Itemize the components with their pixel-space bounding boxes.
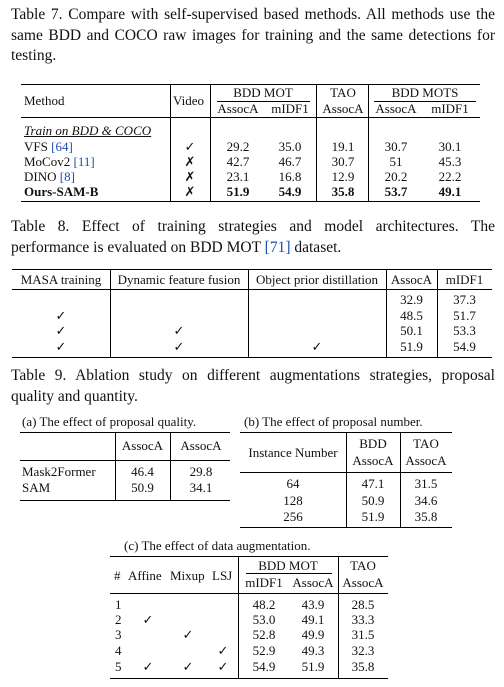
table8-cell: 54.9 bbox=[453, 339, 476, 354]
table7-cell: 54.9 bbox=[278, 184, 302, 199]
table9c-cell: 53.0 bbox=[252, 612, 276, 627]
table9c-header-rule bbox=[110, 593, 388, 594]
cross-icon: ✗ bbox=[184, 154, 196, 169]
table8-caption: Table 8. Effect of training strategies and model architectures. The performance is evaluated on BDD MOT [71] dataset. bbox=[11, 218, 495, 256]
table9b-title: (b) The effect of proposal number. bbox=[244, 414, 423, 429]
table7-header-video: Video bbox=[173, 93, 204, 108]
table7-cell: 23.1 bbox=[226, 169, 250, 184]
table9c-cell: 52.8 bbox=[252, 627, 276, 642]
table7-header-assoca-2: AssocA bbox=[322, 101, 364, 116]
table7-vrule-4 bbox=[368, 85, 369, 201]
check-icon: ✓ bbox=[142, 612, 154, 627]
table9a-bottom-rule bbox=[20, 500, 230, 501]
table9b-cell: 50.9 bbox=[361, 493, 385, 508]
table8-header-rule bbox=[12, 289, 492, 290]
table9a-header-assoca-2: AssocA bbox=[180, 438, 222, 453]
table7-cell: 30.7 bbox=[384, 139, 408, 154]
table9c-row-n: 4 bbox=[115, 643, 122, 658]
table9a-cell: 29.8 bbox=[189, 464, 213, 479]
table9c-cell: 49.9 bbox=[301, 627, 325, 642]
table7-header-midf1-1: mIDF1 bbox=[271, 101, 309, 116]
table9a-header-rule bbox=[20, 460, 230, 461]
check-icon: ✓ bbox=[217, 643, 229, 658]
table8-cell: 51.9 bbox=[400, 339, 423, 354]
table9c-cell: 32.3 bbox=[351, 643, 375, 658]
table9c-cell: 28.5 bbox=[351, 597, 375, 612]
table9c-cell: 48.2 bbox=[252, 597, 276, 612]
table7-header-method: Method bbox=[24, 93, 65, 108]
table7-row-method: Ours-SAM-B bbox=[24, 184, 99, 199]
table9a-row-name: Mask2Former bbox=[22, 464, 96, 479]
table7-row-method: MoCov2 [11] bbox=[24, 154, 95, 169]
table8-cell: 32.9 bbox=[400, 292, 423, 307]
check-icon: ✓ bbox=[182, 627, 194, 642]
table7-cell: 16.8 bbox=[278, 169, 302, 184]
table9b-header-tao: TAO bbox=[413, 436, 439, 451]
table9c-row-n: 3 bbox=[115, 627, 122, 642]
table7-row-method: VFS [64] bbox=[24, 139, 73, 154]
table7-cell: 35.0 bbox=[278, 139, 302, 154]
table7-bottom-rule bbox=[21, 201, 480, 202]
table8-header-midf1: mIDF1 bbox=[445, 272, 484, 287]
table9b-bottom-rule bbox=[240, 527, 452, 528]
table9c-header-affine: Affine bbox=[128, 568, 162, 583]
table7-header-assoca-3: AssocA bbox=[375, 101, 417, 116]
table9b-row-n: 128 bbox=[283, 493, 303, 508]
table9b-row-n: 256 bbox=[283, 509, 303, 524]
table7-vrule-2 bbox=[210, 85, 211, 201]
table9b-row-n: 64 bbox=[286, 476, 300, 491]
table8-header-distill: Object prior distillation bbox=[255, 272, 379, 287]
table9c-cell: 52.9 bbox=[252, 643, 276, 658]
check-icon: ✓ bbox=[55, 323, 67, 338]
check-icon: ✓ bbox=[173, 339, 185, 354]
check-icon: ✓ bbox=[182, 659, 194, 674]
table9c-bottom-rule bbox=[110, 678, 388, 679]
table8-header-assoca: AssocA bbox=[390, 272, 433, 287]
table9c-row-n: 5 bbox=[115, 659, 122, 674]
table7-cell: 45.3 bbox=[438, 154, 462, 169]
table9b-cell: 47.1 bbox=[361, 476, 385, 491]
check-icon: ✓ bbox=[55, 308, 67, 323]
table7-cell: 12.9 bbox=[331, 169, 355, 184]
table7-header-assoca-1: AssocA bbox=[217, 101, 259, 116]
table9-caption: Table 9. Ablation study on different augmentations strategies, proposal quality and quantity. bbox=[11, 367, 495, 405]
table9c-title: (c) The effect of data augmentation. bbox=[124, 538, 311, 553]
table9c-cell: 51.9 bbox=[301, 659, 325, 674]
table9c-header-lsj: LSJ bbox=[212, 568, 233, 583]
table7-vrule-3 bbox=[316, 85, 317, 201]
check-icon: ✓ bbox=[173, 323, 185, 338]
table7-header-tao: TAO bbox=[330, 85, 356, 100]
table9b-header-assoca-1: AssocA bbox=[352, 453, 394, 468]
cross-icon: ✗ bbox=[184, 184, 196, 199]
table9c-cell: 43.9 bbox=[301, 597, 325, 612]
table9c-bdd-mot-rule bbox=[246, 573, 332, 574]
table9c-row-n: 1 bbox=[115, 597, 122, 612]
table9c-header-midf1: mIDF1 bbox=[245, 575, 283, 590]
table9c-row-n: 2 bbox=[115, 612, 122, 627]
table7-cell: 30.1 bbox=[438, 139, 462, 154]
table9a-top-rule bbox=[20, 432, 230, 433]
table8-cell: 51.7 bbox=[453, 308, 476, 323]
table9b-header-instance: Instance Number bbox=[248, 445, 338, 460]
table7-header-rule bbox=[21, 117, 480, 118]
table9c-header-mixup: Mixup bbox=[170, 568, 205, 583]
table7-header-bdd-mots: BDD MOTS bbox=[391, 85, 459, 100]
check-icon: ✓ bbox=[55, 339, 67, 354]
table9c-top-rule bbox=[110, 556, 388, 557]
table9a-title: (a) The effect of proposal quality. bbox=[22, 414, 197, 429]
check-icon: ✓ bbox=[217, 659, 229, 674]
table9b-cell: 35.8 bbox=[414, 509, 438, 524]
table9a-cell: 34.1 bbox=[189, 480, 213, 495]
table7-group-label: Train on BDD & COCO bbox=[24, 123, 152, 138]
table7-cell: 49.1 bbox=[438, 184, 462, 199]
table7-cell: 42.7 bbox=[226, 154, 250, 169]
table9c-header-assoca-1: AssocA bbox=[292, 575, 334, 590]
table9a-row-name: SAM bbox=[22, 480, 51, 495]
table8-bottom-rule bbox=[12, 357, 492, 358]
check-icon: ✓ bbox=[184, 139, 196, 154]
table8-cell: 50.1 bbox=[400, 323, 423, 338]
table9b-header-bdd: BDD bbox=[359, 436, 387, 451]
table9c-header-tao: TAO bbox=[350, 558, 376, 573]
table7-cell: 51 bbox=[389, 154, 403, 169]
table7-cell: 53.7 bbox=[384, 184, 408, 199]
table8-header-fusion: Dynamic feature fusion bbox=[117, 272, 241, 287]
table9c-header-bdd-mot: BDD MOT bbox=[258, 558, 318, 573]
table9c-cell: 49.3 bbox=[301, 643, 325, 658]
table9b-header-assoca-2: AssocA bbox=[405, 453, 447, 468]
table9a-cell: 50.9 bbox=[131, 480, 154, 495]
table7-cell: 35.8 bbox=[331, 184, 355, 199]
check-icon: ✓ bbox=[142, 659, 154, 674]
table8-cell: 48.5 bbox=[400, 308, 423, 323]
table8-cell: 53.3 bbox=[453, 323, 476, 338]
table9c-cell: 35.8 bbox=[351, 659, 375, 674]
table7-cell: 20.2 bbox=[384, 169, 408, 184]
table9b-cell: 31.5 bbox=[414, 476, 438, 491]
table9c-cell: 54.9 bbox=[252, 659, 276, 674]
table7-cell: 30.7 bbox=[331, 154, 355, 169]
table7-row-method: DINO [8] bbox=[24, 169, 75, 184]
table9c-header-assoca-2: AssocA bbox=[342, 575, 384, 590]
table9a-cell: 46.4 bbox=[131, 464, 154, 479]
table9c-cell: 31.5 bbox=[351, 627, 375, 642]
table8-top-rule bbox=[12, 269, 492, 270]
table9c-cell: 49.1 bbox=[301, 612, 325, 627]
table9c-vrule-1 bbox=[238, 557, 239, 678]
table7-cell: 22.2 bbox=[438, 169, 462, 184]
table7-header-bdd-mot: BDD MOT bbox=[233, 85, 293, 100]
table9a-vrule-2 bbox=[170, 433, 171, 500]
table7-caption: Table 7. Compare with self-supervised based methods. All methods use the same BDD and COCO raw images for training and the same detections for testing. bbox=[11, 6, 495, 64]
table7-cell: 46.7 bbox=[278, 154, 302, 169]
table7-cell: 51.9 bbox=[226, 184, 250, 199]
table9a-header-assoca-1: AssocA bbox=[121, 438, 164, 453]
table7-header-midf1-2: mIDF1 bbox=[431, 101, 469, 116]
table7-cell: 19.1 bbox=[331, 139, 355, 154]
table8-cell: 37.3 bbox=[453, 292, 476, 307]
table9b-cell: 34.6 bbox=[414, 493, 438, 508]
table9c-cell: 33.3 bbox=[351, 612, 375, 627]
table9c-header-num: # bbox=[114, 568, 121, 583]
table8-header-masa: MASA training bbox=[20, 272, 102, 287]
cross-icon: ✗ bbox=[184, 169, 196, 184]
table7-cell: 29.2 bbox=[226, 139, 250, 154]
table9b-cell: 51.9 bbox=[361, 509, 385, 524]
check-icon: ✓ bbox=[311, 339, 323, 354]
